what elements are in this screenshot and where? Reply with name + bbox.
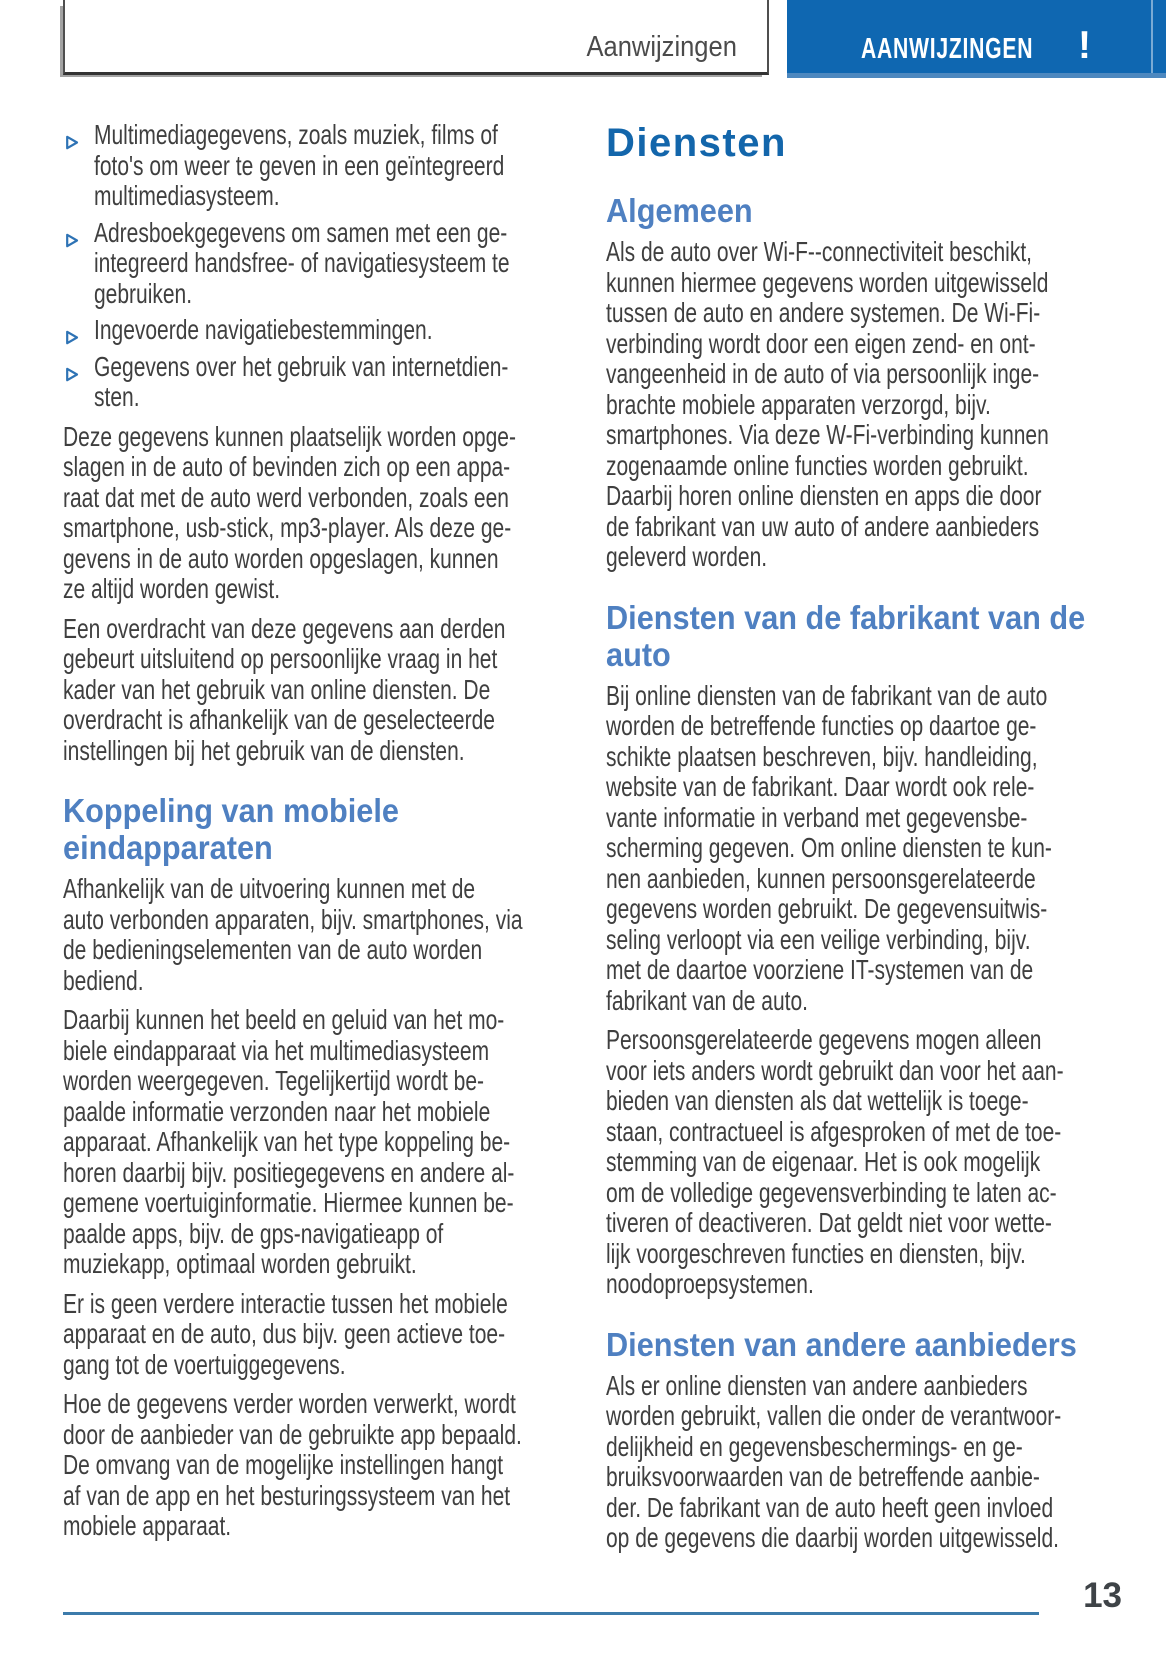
paragraph-line: gang tot de voertuiggegevens. <box>63 1348 346 1380</box>
left-column <box>63 120 563 1551</box>
paragraph-line: smartphones. Via deze W-Fi-verbinding kunnen <box>606 419 1049 450</box>
paragraph-line: met de daartoe voorziene IT-systemen van de <box>606 954 1034 985</box>
list-item <box>63 352 563 413</box>
heading-line: auto <box>606 635 671 673</box>
paragraph <box>606 237 1106 573</box>
paragraph-line: mobiele apparaat. <box>63 1510 232 1541</box>
list-item-text <box>94 120 563 212</box>
page-number: 13 <box>1083 1576 1122 1615</box>
heading-line: eindapparaten <box>63 829 273 866</box>
paragraph-line: schikte plaatsen beschreven, bijv. handleiding, <box>606 740 1038 772</box>
paragraph-line: de fabrikant van uw auto of andere aanbieders <box>606 510 1040 542</box>
paragraph-line: Deze gegevens kunnen plaatselijk worden opge- <box>63 420 516 452</box>
list-item <box>63 315 563 346</box>
paragraph-line: Als de auto over Wi-F--connectiviteit beschikt, <box>606 236 1032 267</box>
paragraph <box>606 1371 1106 1554</box>
paragraph-line: instellingen bij het gebruik van de diensten. <box>63 734 465 766</box>
paragraph-line: Daarbij kunnen het beeld en geluid van het mo- <box>63 1004 505 1035</box>
exclamation-icon: ! <box>1078 24 1091 67</box>
list-item-text <box>94 315 563 346</box>
paragraph-line: Adresboekgegevens om samen met een ge- <box>94 216 508 248</box>
paragraph-line: voor iets anders wordt gebruikt dan voor het aan- <box>606 1054 1064 1086</box>
paragraph <box>63 1289 563 1381</box>
paragraph-line: Als er online diensten van andere aanbieders <box>606 1369 1028 1401</box>
paragraph <box>606 1025 1106 1300</box>
paragraph-line: bediend. <box>63 964 144 996</box>
paragraph-line: website van de fabrikant. Daar wordt ook rele- <box>606 771 1035 802</box>
paragraph-line: auto verbonden apparaten, bijv. smartphones, via <box>63 903 523 935</box>
paragraph-line: foto's om weer te geven in een geïntegreerd <box>94 149 505 181</box>
paragraph-line: noodoproepsystemen. <box>606 1268 814 1299</box>
triangle-bullet-icon <box>65 126 79 141</box>
header-tab-label: Aanwijzingen <box>586 31 737 63</box>
footer-rule <box>63 1612 1039 1615</box>
paragraph-line: gebruiken. <box>94 277 193 309</box>
paragraph-line: apparaat. Afhankelijk van het type koppeling be- <box>63 1126 511 1157</box>
paragraph-line: multimediasysteem. <box>94 180 280 211</box>
paragraph-line: Er is geen verdere interactie tussen het mobiele <box>63 1287 508 1319</box>
paragraph-line: tiveren of deactiveren. Dat geldt niet voor wette- <box>606 1207 1052 1238</box>
paragraph-line: slagen in de auto of bevinden zich op een appa- <box>63 451 511 482</box>
paragraph-line: Gegevens over het gebruik van internetdien- <box>94 350 509 382</box>
section-heading <box>606 192 1106 229</box>
list-item <box>63 218 563 310</box>
list-item-text <box>94 218 563 310</box>
paragraph-line: Hoe de gegevens verder worden verwerkt, wordt <box>63 1388 516 1419</box>
paragraph-line: fabrikant van de auto. <box>606 984 808 1016</box>
paragraph-line: integreerd handsfree- of navigatiesysteem te <box>94 247 510 278</box>
paragraph-line: af van de app en het besturingssysteem van het <box>63 1479 511 1511</box>
paragraph-line: gemene voertuiginformatie. Hiermee kunnen be- <box>63 1187 514 1218</box>
paragraph-line: Daarbij horen online diensten en apps die door <box>606 480 1042 511</box>
paragraph-line: geleverd worden. <box>606 541 768 572</box>
paragraph-line: om de volledige gegevensverbinding te laten ac- <box>606 1176 1057 1208</box>
paragraph-line: staan, contractueel is afgesproken of met de toe- <box>606 1115 1062 1147</box>
heading-line: Diensten van andere aanbieders <box>606 1325 1077 1363</box>
paragraph-line: tussen de auto en andere systemen. De Wi-Fi- <box>606 297 1041 328</box>
heading-line: Algemeen <box>606 192 753 229</box>
page-heading <box>606 120 1106 166</box>
paragraph-line: paalde informatie verzonden naar het mobiele <box>63 1095 491 1127</box>
paragraph-line: muziekapp, optimaal worden gebruikt. <box>63 1248 417 1279</box>
paragraph-line: op de gegevens die daarbij worden uitgewisseld. <box>606 1522 1059 1553</box>
band-divider <box>1151 0 1153 73</box>
paragraph-line: worden de betreffende functies op daartoe ge- <box>606 710 1037 741</box>
paragraph-line: gevens in de auto worden opgeslagen, kunnen <box>63 542 499 574</box>
paragraph-line: De omvang van de mogelijke instellingen hangt <box>63 1449 504 1480</box>
paragraph <box>63 1005 563 1280</box>
paragraph-line: zogenaamde online functies worden gebruikt. <box>606 449 1029 481</box>
list-item <box>63 120 563 212</box>
paragraph-line: de bedieningselementen van de auto worden <box>63 934 483 965</box>
paragraph-line: paalde apps, bijv. de gps-navigatieapp of <box>63 1217 444 1249</box>
paragraph-line: horen daarbij bijv. positiegegevens en andere al- <box>63 1156 515 1188</box>
paragraph-line: smartphone, usb-stick, mp3-player. Als deze ge- <box>63 512 512 543</box>
chapter-band-label: AANWIJZINGEN <box>861 33 1034 65</box>
paragraph-line: Bij online diensten van de fabrikant van de auto <box>606 679 1048 711</box>
paragraph-line: Persoonsgerelateerde gegevens mogen alleen <box>606 1024 1042 1055</box>
bullet-list <box>63 120 563 413</box>
paragraph-line: Een overdracht van deze gegevens aan derden <box>63 612 506 644</box>
paragraph-line: stemming van de eigenaar. Het is ook mogelijk <box>606 1146 1041 1177</box>
header-chapter-band <box>787 0 1166 78</box>
paragraph-line: scherming gegeven. Om online diensten te kun- <box>606 832 1052 863</box>
section-heading <box>63 792 563 866</box>
paragraph-line: Ingevoerde navigatiebestemmingen. <box>94 314 433 345</box>
paragraph <box>63 1389 563 1542</box>
paragraph-line: Multimediagegevens, zoals muziek, films of <box>94 119 498 150</box>
paragraph-line: gegevens worden gebruikt. De gegevensuitwis- <box>606 893 1048 924</box>
paragraph <box>63 422 563 605</box>
paragraph-line: vangeenheid in de auto of via persoonlijk inge- <box>606 358 1040 389</box>
paragraph-line: worden weergegeven. Tegelijkertijd wordt be- <box>63 1065 485 1096</box>
heading-line: Diensten <box>606 121 787 165</box>
paragraph-line: nen aanbieden, kunnen persoonsgerelateerde <box>606 862 1036 894</box>
paragraph <box>63 874 563 996</box>
paragraph-line: apparaat en de auto, dus bijv. geen actieve toe- <box>63 1318 506 1349</box>
paragraph-line: delijkheid en gegevensbeschermings- en ge- <box>606 1430 1023 1462</box>
paragraph-line: sten. <box>94 381 140 412</box>
paragraph <box>63 614 563 767</box>
paragraph-line: seling verloopt via een veilige verbinding, bijv. <box>606 923 1031 955</box>
paragraph-line: ze altijd worden gewist. <box>63 573 281 604</box>
paragraph <box>606 681 1106 1017</box>
section-heading <box>606 599 1106 673</box>
paragraph-line: raat dat met de auto werd verbonden, zoals een <box>63 481 509 513</box>
triangle-bullet-icon <box>65 321 79 336</box>
paragraph-line: kunnen hiermee gegevens worden uitgewisseld <box>606 266 1049 298</box>
paragraph-line: gebeurt uitsluitend op persoonlijke vraag in het <box>63 643 498 674</box>
paragraph-line: brachte mobiele apparaten verzorgd, bijv. <box>606 388 991 420</box>
paragraph-line: bieden van diensten als dat wettelijk is toege- <box>606 1085 1029 1116</box>
paragraph-line: lijk voorgeschreven functies en diensten, bijv. <box>606 1237 1026 1269</box>
paragraph-line: kader van het gebruik van online diensten. De <box>63 673 491 705</box>
triangle-bullet-icon <box>65 224 79 239</box>
paragraph-line: vante informatie in verband met gegevensbe- <box>606 801 1028 833</box>
right-column <box>606 120 1106 1563</box>
triangle-bullet-icon <box>65 358 79 373</box>
paragraph-line: biele eindapparaat via het multimediasysteem <box>63 1034 490 1066</box>
paragraph-line: verbinding wordt door een eigen zend- en ont- <box>606 327 1036 359</box>
paragraph-line: der. De fabrikant van de auto heeft geen invloed <box>606 1491 1054 1523</box>
paragraph-line: worden gebruikt, vallen die onder de verantwoor- <box>606 1400 1062 1431</box>
heading-line: Koppeling van mobiele <box>63 792 399 829</box>
paragraph-line: Afhankelijk van de uitvoering kunnen met de <box>63 873 476 904</box>
list-item-text <box>94 352 563 413</box>
header-tab-box <box>63 0 769 75</box>
section-heading <box>606 1326 1106 1363</box>
paragraph-line: bruiksvoorwaarden van de betreffende aanbie- <box>606 1461 1040 1492</box>
paragraph-line: overdracht is afhankelijk van de geselecteerde <box>63 704 495 735</box>
heading-line: Diensten van de fabrikant van de <box>606 598 1086 636</box>
paragraph-line: door de aanbieder van de gebruikte app bepaald. <box>63 1418 522 1450</box>
